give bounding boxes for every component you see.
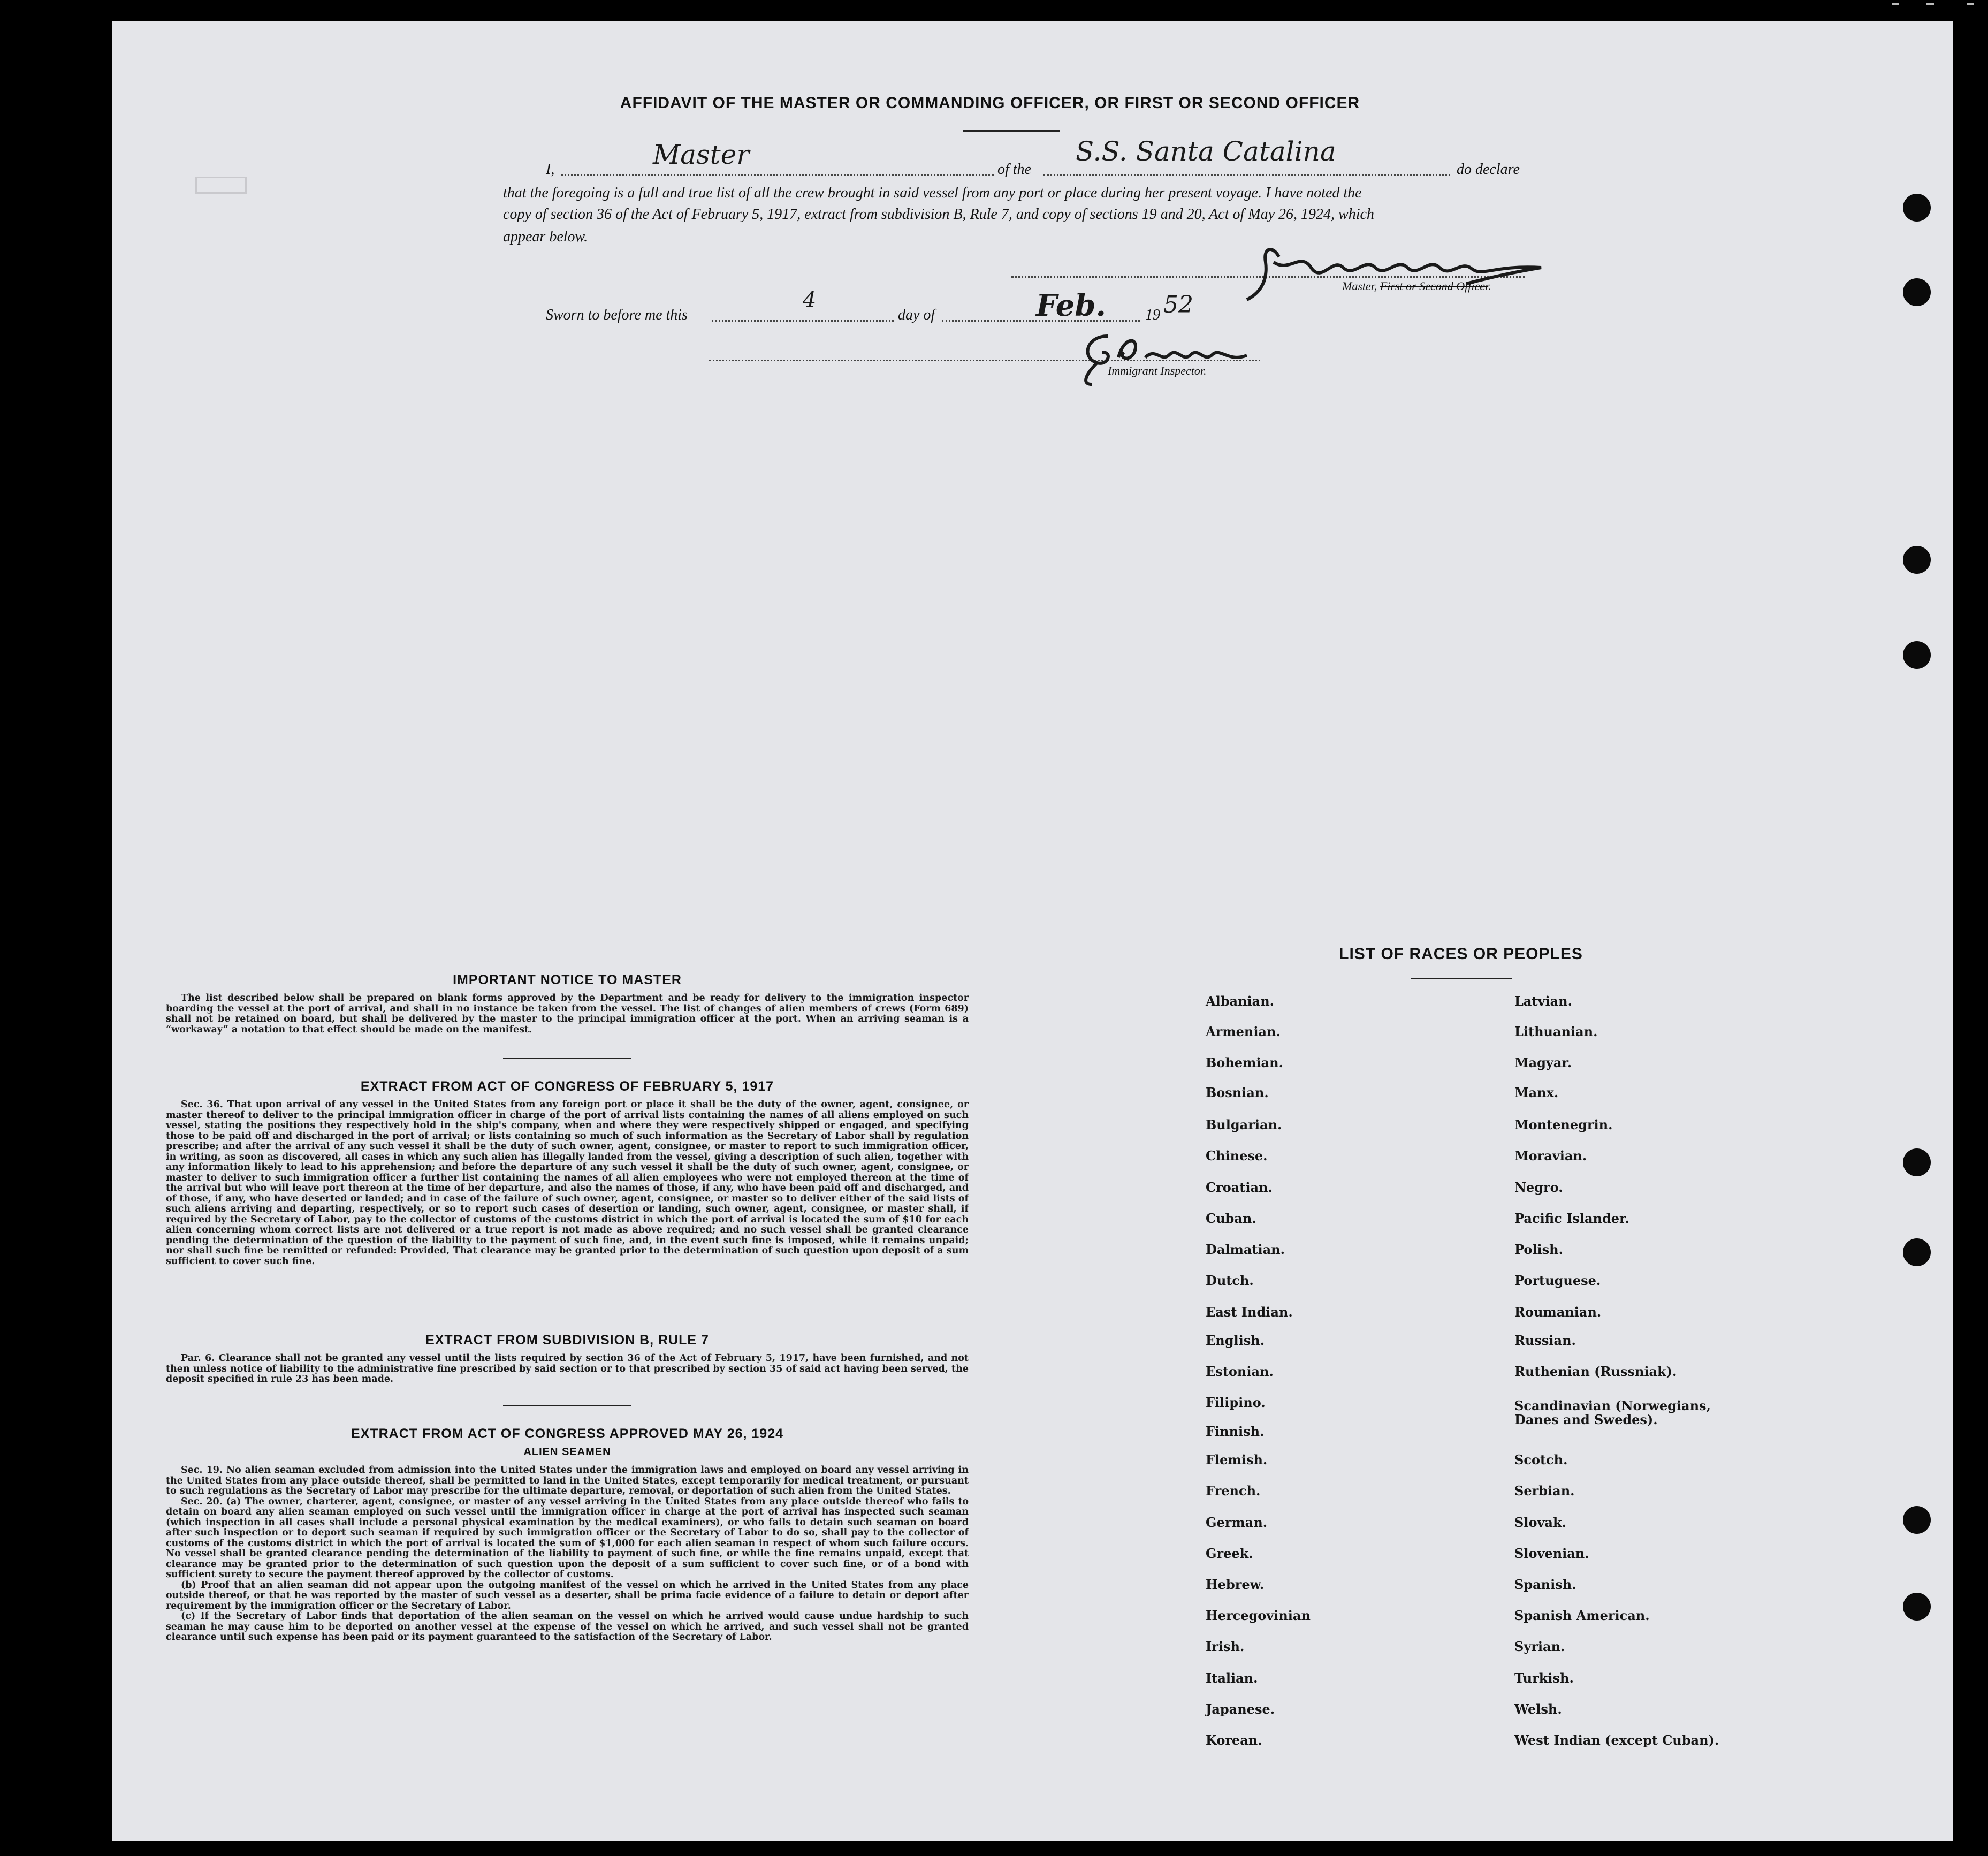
race-item: Bosnian. [1206,1085,1269,1100]
sec-20b-paragraph: (b) Proof that an alien seaman did not appear upon the outgoing manifest of the vessel on which he arrived in the United States from any place outside thereof, or that he was reported by the master of such vessel as a deserter, shall be prima facie evidence of a failure to detain or deport after requirement by the immigration officer or the Secretary of Labor. [166,1579,969,1611]
race-item: Dutch. [1206,1273,1254,1288]
handwritten-day: 4 [803,288,817,313]
race-item: German. [1206,1515,1268,1530]
extract-1917-body [166,1100,969,1267]
race-item: Turkish. [1514,1670,1574,1686]
race-item: Albanian. [1206,993,1274,1009]
race-item: Scotch. [1514,1452,1568,1467]
race-item: Syrian. [1514,1639,1565,1654]
extract-1917-title: EXTRACT FROM ACT OF CONGRESS OF FEBRUARY 5, 1917 [360,1079,774,1094]
punch-hole [1903,278,1931,306]
sec-20c-paragraph: (c) If the Secretary of Labor finds that deportation of the alien seaman on the vessel on which he arrived would cause undue hardship to such seaman he may cause him to be deported on another vessel at the expense of the vessel on which he arrived, and such vessel shall not be granted clearance until such expense has been paid or its payment guaranteed to the satisfaction of the Secretary of Labor. [166,1611,969,1642]
sec-19-paragraph: Sec. 19. No alien seaman excluded from admission into the United States under the immigration laws and employed on board any vessel arriving in the United States from any place outside thereof, shall be permitted to land in the United States, except temporarily for medical treatment, or pursuant to such regulations as the Secretary of Labor may prescribe for the ultimate departure, removal, or deportation of such alien from the United States. [166,1465,969,1496]
race-item: Japanese. [1206,1701,1275,1717]
notice-title: IMPORTANT NOTICE TO MASTER [453,972,682,987]
race-item: Ruthenian (Russniak). [1514,1364,1677,1379]
race-item: Irish. [1206,1639,1245,1654]
rule7-title: EXTRACT FROM SUBDIVISION B, RULE 7 [425,1333,709,1348]
race-item: West Indian (except Cuban). [1514,1732,1719,1748]
ghost-stamp [195,177,247,194]
race-item: Magyar. [1514,1055,1572,1070]
notice-body [166,993,969,1035]
extract-1924-body [166,1465,969,1643]
extract-1924-subtitle: ALIEN SEAMEN [523,1446,611,1458]
i-label: I, [546,161,555,178]
races-title: LIST OF RACES OR PEOPLES [1339,945,1583,963]
punch-hole [1903,1148,1931,1176]
race-item: English. [1206,1333,1265,1348]
race-item: Chinese. [1206,1148,1268,1163]
race-item: Greek. [1206,1546,1253,1561]
race-item: Cuban. [1206,1211,1256,1226]
punch-hole [1903,194,1931,222]
day-line [712,320,894,322]
master-caption [1342,279,1491,293]
sworn-label: Sworn to before me this [546,307,688,323]
race-item: Bohemian. [1206,1055,1283,1070]
affidavit-title: AFFIDAVIT OF THE MASTER OR COMMANDING OFFICER, OR FIRST OR SECOND OFFICER [620,94,1360,112]
race-item: Spanish American. [1514,1608,1650,1623]
race-item: Dalmatian. [1206,1242,1285,1257]
handwritten-role: Master [653,139,750,170]
punch-hole [1903,1593,1931,1621]
of-the-label: of the [997,161,1031,178]
race-item: Hebrew. [1206,1577,1265,1592]
race-item: Finnish. [1206,1424,1265,1439]
race-item: Manx. [1514,1085,1559,1100]
race-item: Lithuanian. [1514,1024,1598,1039]
race-item: Armenian. [1206,1024,1281,1039]
race-item: Croatian. [1206,1180,1273,1195]
race-item: Montenegrin. [1514,1117,1613,1132]
master-caption-a: Master, [1342,279,1380,293]
inspector-signature [1076,325,1258,390]
sec-20a-paragraph: Sec. 20. (a) The owner, charterer, agent, consignee, or master of any vessel arriving in the United States from any place outside thereof who fails to detain on board any alien seaman employed on such vessel until the immigration officer in charge at the port of arrival has inspected such seaman (which inspection in all cases shall include a personal physical examination by the medical examiners), or who fails to detain such seaman on board after such inspection or to deport such seaman if required by such immigration officer or the Secretary of Labor to do so, shall pay to the collector of customs of the customs district in which the port of arrival is located the sum of $1,000 for each alien seaman in respect of whom such failure occurs. No vessel shall be granted clearance pending the determination of the liability to payment of such fine, or while the fine remains unpaid, except that clearance may be granted prior to the determination of such question upon the deposit of a sum sufficient to cover such fine, or of a bond with sufficient surety to secure the payment thereof approved by the collector of customs. [166,1496,969,1580]
race-item: Flemish. [1206,1452,1268,1467]
race-item: Filipino. [1206,1395,1266,1410]
punch-hole [1903,1506,1931,1534]
master-caption-struck: First or Second Officer [1380,279,1489,293]
master-caption-b: . [1488,279,1491,293]
race-item: Polish. [1514,1242,1563,1257]
extract-1924-title: EXTRACT FROM ACT OF CONGRESS APPROVED MAY 26, 1924 [351,1426,784,1441]
divider [503,1058,631,1059]
race-item: Hercegovinian [1206,1608,1311,1623]
divider [503,1405,631,1406]
affidavit-body-line3: appear below. [503,229,588,245]
race-item: Roumanian. [1514,1304,1602,1320]
title-underline [963,130,1060,132]
year-prefix: 19 [1145,307,1160,323]
inspector-caption: Immigrant Inspector. [1108,364,1207,377]
race-item: French. [1206,1483,1261,1499]
race-item: Korean. [1206,1732,1262,1748]
scan-mark [1892,3,1899,5]
master-signature [1241,235,1552,305]
punch-hole [1903,546,1931,574]
role-line [561,174,994,176]
race-item: Estonian. [1206,1364,1274,1379]
race-item: Scandinavian (Norwegians, [1514,1398,1711,1413]
affidavit-body-line1: that the foregoing is a full and true list of all the crew brought in said vessel from any port or place during her present voyage. I have noted the [503,185,1362,201]
race-item: Spanish. [1514,1577,1576,1592]
race-item: Slovak. [1514,1515,1566,1530]
handwritten-month: Feb. [1036,288,1106,323]
race-item: Danes and Swedes). [1514,1412,1658,1427]
races-title-underline [1411,978,1512,979]
scan-mark [1926,3,1934,5]
handwritten-year: 52 [1163,291,1193,318]
affidavit-body-line2: copy of section 36 of the Act of February 5, 1917, extract from subdivision B, Rule 7, and copy of sections 19 and 20, Act of May 26, 1924, which [503,206,1374,223]
vessel-line [1043,174,1450,176]
section-36-paragraph: Sec. 36. That upon arrival of any vessel in the United States from any foreign port or place it shall be the duty of the owner, agent, consignee, or master thereof to deliver to the principal immigration officer in charge of the port of arrival lists containing the names of all aliens employed on such vessel, stating the positions they respectively hold in the ship's company, when and where they were respectively shipped or engaged, and specifying those to be paid off and discharged in the port of arrival; or lists containing so much of such information as the Secretary of Labor shall by regulation prescribe; and after the arrival of any such vessel it shall be the duty of such owner, agent, consignee, or master to report to such immigration officer, in writing, as soon as discovered, all cases in which any such alien has illegally landed from the vessel, giving a description of such alien, together with any information likely to lead to his apprehension; and before the departure of any such vessel it shall be the duty of such owner, agent, consignee, or master to deliver to such immigration officer a further list containing the names of all alien employees who were not employed thereon at the time of the arrival but who will leave port thereon at the time of her departure, and also the names of those, if any, who have been paid off and discharged, and of those, if any, who have deserted or landed; and in case of the failure of such owner, agent, consignee, or master so to deliver either of the said lists of such aliens arriving and departing, respectively, or so to report such cases of desertion or landing, such owner, agent, consignee, or master shall, if required by the Secretary of Labor, pay to the collector of customs of the customs district in which the port of arrival is located the sum of $10 for each alien concerning whom correct lists are not delivered or a true report is not made as above required; and no such vessel shall be granted clearance pending the determination of the question of the liability to the payment of such fine, and, in the event such fine is imposed, while it remains unpaid; nor shall such fine be remitted or refunded: Provided, That clearance may be granted prior to the determination of such question upon deposit of a sum sufficient to cover such fine. [166,1099,969,1267]
race-item: Slovenian. [1514,1546,1589,1561]
scan-mark [1967,3,1974,5]
handwritten-vessel: S.S. Santa Catalina [1076,136,1336,167]
race-item: Pacific Islander. [1514,1211,1629,1226]
race-item: Italian. [1206,1670,1258,1686]
race-item: Russian. [1514,1333,1576,1348]
rule7-body [166,1353,969,1385]
par-6-paragraph: Par. 6. Clearance shall not be granted any vessel until the lists required by section 36 of the Act of February 5, 1917, have been furnished, and not then unless notice of liability to the administrative fine prescribed by said section or to that prescribed by section 35 of said act having been served, the deposit specified in rule 23 has been made. [166,1353,969,1385]
race-item: Welsh. [1514,1701,1562,1717]
race-item: Negro. [1514,1180,1563,1195]
day-of-label: day of [898,307,935,323]
race-item: Bulgarian. [1206,1117,1282,1132]
race-item: Moravian. [1514,1148,1587,1163]
punch-hole [1903,1238,1931,1266]
race-item: Portuguese. [1514,1273,1601,1288]
notice-paragraph: The list described below shall be prepared on blank forms approved by the Department and be ready for delivery to the immigration inspector boarding the vessel at the port of arrival, and shall in no instance be taken from the vessel. The list of changes of alien members of crews (Form 689) shall not be retained on board, but shall be delivered by the master to the principal immigration officer at the port. When an arriving seaman is a “workaway” a notation to that effect should be made on the manifest. [166,993,969,1035]
punch-hole [1903,641,1931,669]
race-item: East Indian. [1206,1304,1293,1320]
race-item: Serbian. [1514,1483,1575,1499]
do-declare-label: do declare [1457,161,1520,178]
race-item: Latvian. [1514,993,1572,1009]
